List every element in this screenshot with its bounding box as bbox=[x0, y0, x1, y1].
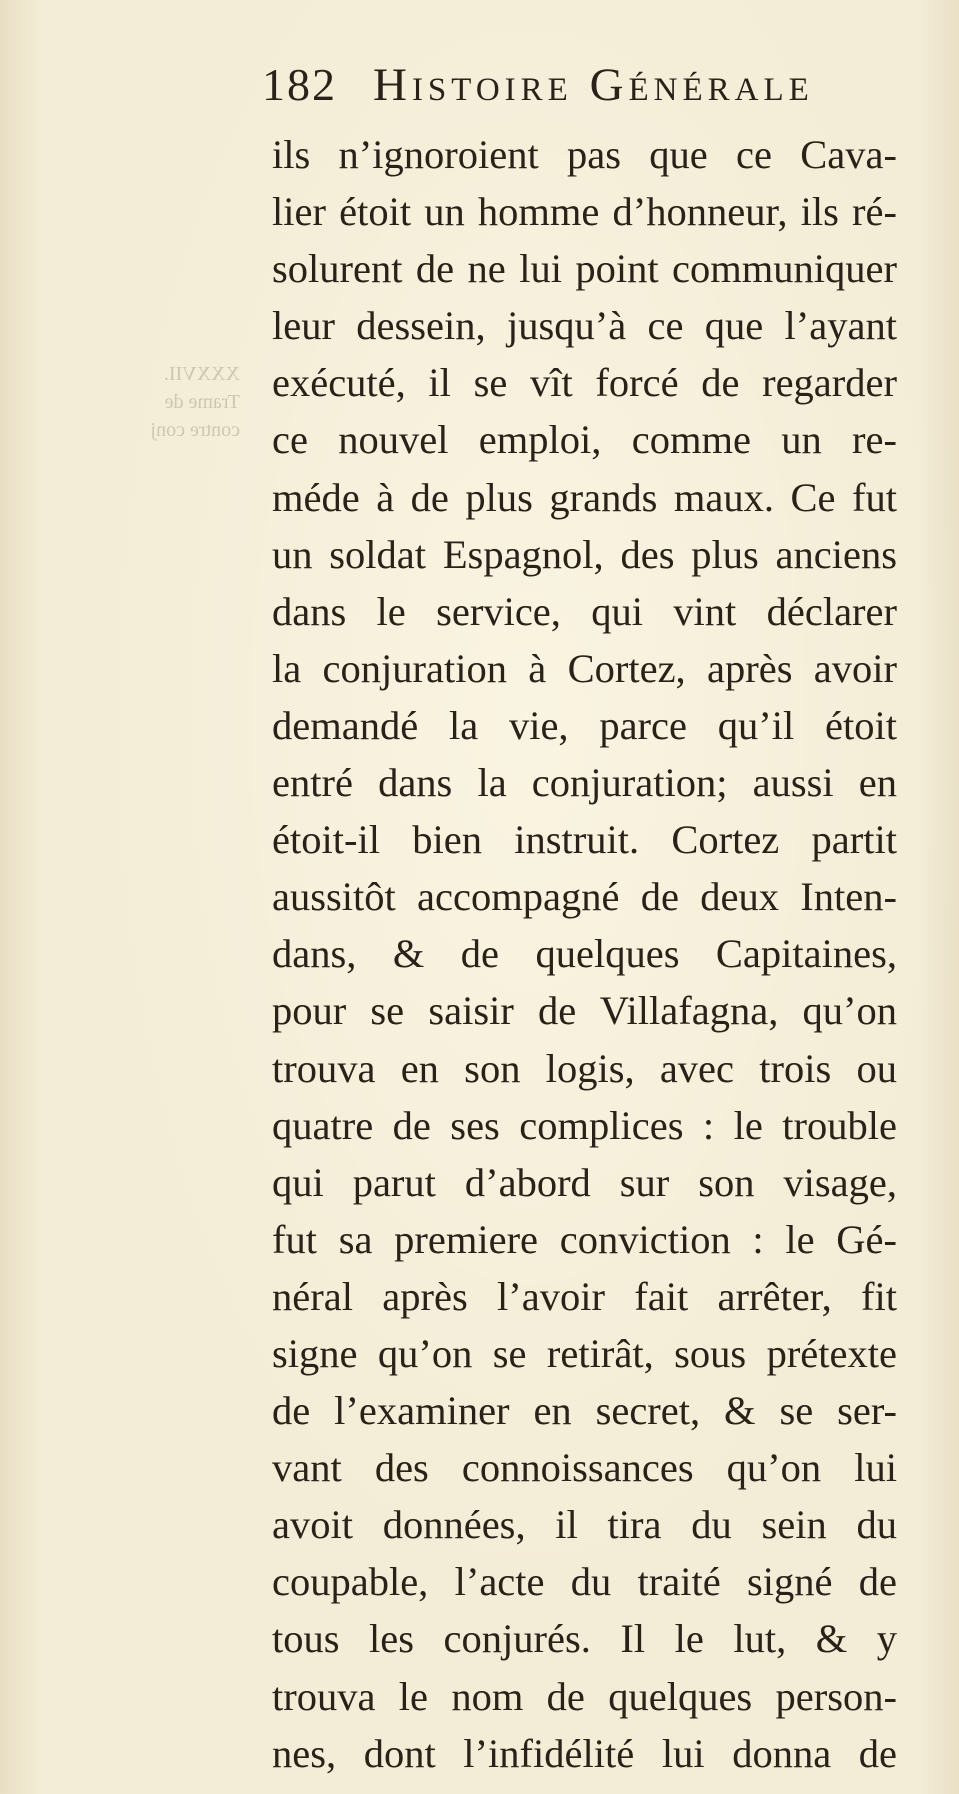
text-line: méde à de plus grands maux. Ce fut bbox=[272, 474, 897, 520]
text-line: quatre de ses complices : le trouble bbox=[272, 1102, 897, 1148]
text-line: dans, & de quelques Capitaines, bbox=[272, 931, 897, 977]
text-line: demandé la vie, parce qu’il étoit bbox=[272, 702, 897, 748]
text-line: exécuté, il se vît forcé de regarder bbox=[272, 360, 897, 406]
text-line: ils n’ignoroient pas que ce Cava- bbox=[272, 132, 897, 177]
text-line: ce nouvel emploi, comme un re- bbox=[272, 417, 897, 463]
text-line: qui parut d’abord sur son visage, bbox=[272, 1159, 897, 1205]
text-line: la conjuration à Cortez, après avoir bbox=[272, 645, 897, 691]
running-head: Histoire Générale bbox=[373, 59, 814, 111]
text-line: avoit données, il tira du sein du bbox=[272, 1502, 897, 1548]
text-line: vant des connoissances qu’on lui bbox=[272, 1445, 897, 1491]
text-line: lier étoit un homme d’honneur, ils ré- bbox=[272, 189, 897, 235]
text-line: aussitôt accompagné de deux Inten- bbox=[272, 874, 897, 920]
text-line: pour se saisir de Villafagna, qu’on bbox=[272, 988, 897, 1034]
page-header bbox=[262, 58, 902, 118]
text-line: trouva en son logis, avec trois ou bbox=[272, 1045, 897, 1091]
text-line: leur dessein, jusqu’à ce que l’ayant bbox=[272, 303, 897, 349]
text-line: coupable, l’acte du traité signé de bbox=[272, 1559, 897, 1605]
text-line: un soldat Espagnol, des plus anciens bbox=[272, 531, 897, 577]
text-line: étoit-il bien instruit. Cortez partit bbox=[272, 817, 897, 863]
text-line: tous les conjurés. Il le lut, & y bbox=[272, 1616, 897, 1662]
text-line: solurent de ne lui point communiquer bbox=[272, 246, 897, 292]
text-line: nes, dont l’infidélité lui donna de bbox=[272, 1730, 897, 1776]
show-through-bleed: XXXVII. Trame de contre conj bbox=[150, 363, 240, 441]
text-line: néral après l’avoir fait arrêter, fit bbox=[272, 1273, 897, 1319]
text-line: trouva le nom de quelques person- bbox=[272, 1673, 897, 1719]
page-number: 182 bbox=[262, 59, 337, 110]
text-line: fut sa premiere conviction : le Gé- bbox=[272, 1216, 897, 1262]
text-line: signe qu’on se retirât, sous prétexte bbox=[272, 1330, 897, 1376]
text-line: de l’examiner en secret, & se ser- bbox=[272, 1388, 897, 1434]
body-text bbox=[272, 126, 897, 1782]
text-line: dans le service, qui vint déclarer bbox=[272, 588, 897, 634]
text-line: entré dans la conjuration; aussi en bbox=[272, 760, 897, 806]
